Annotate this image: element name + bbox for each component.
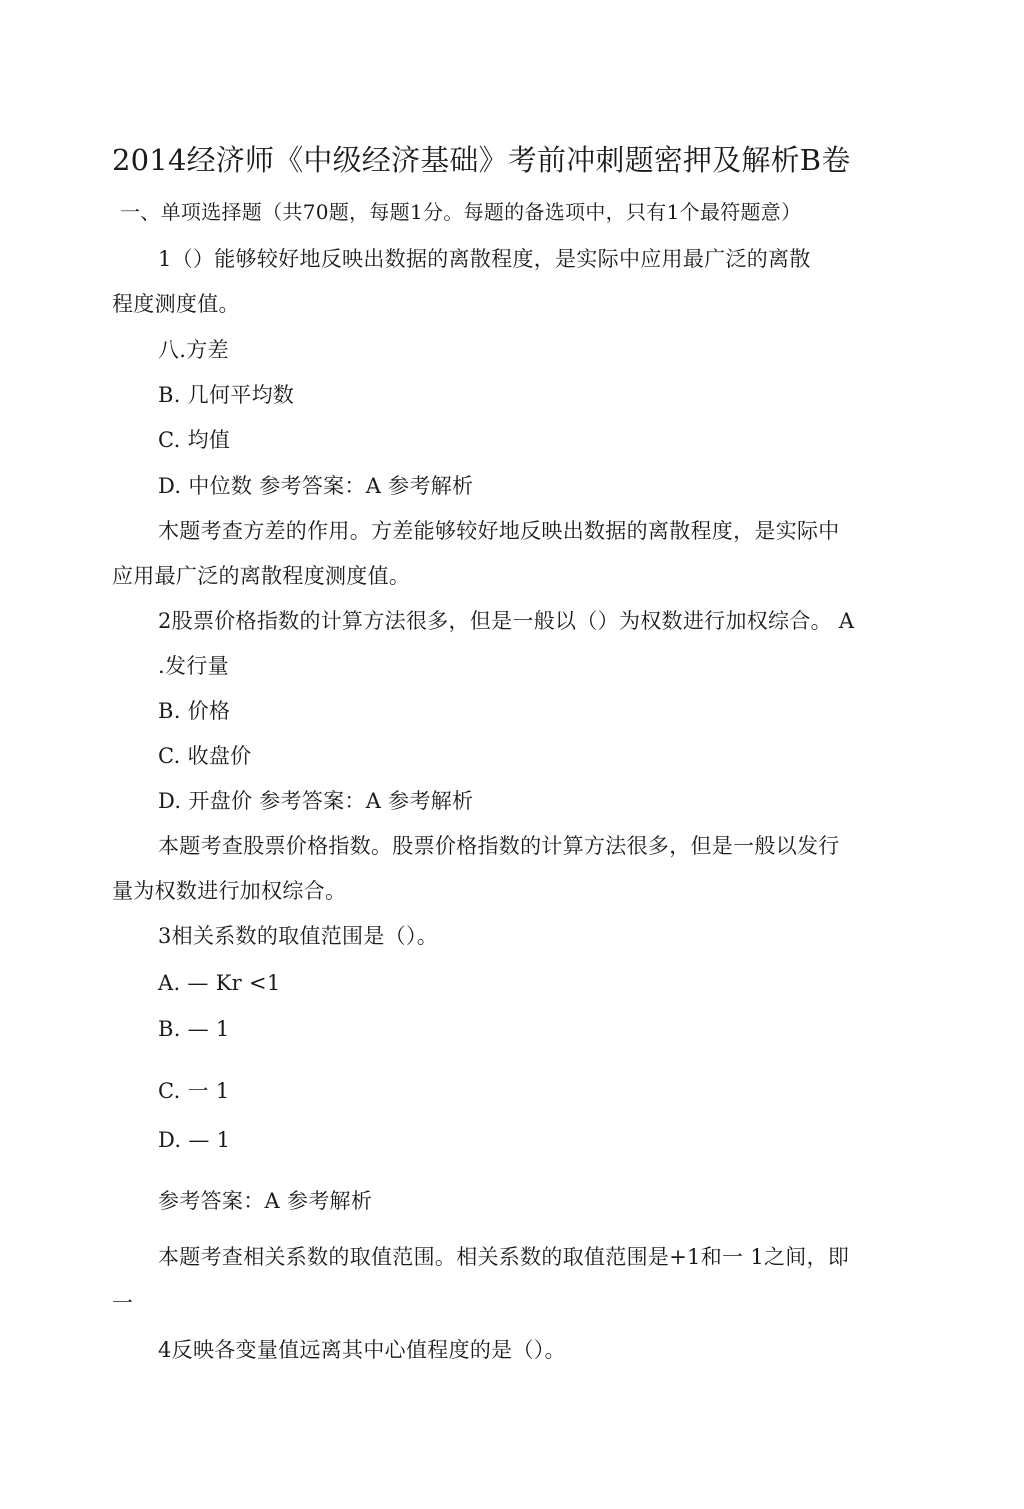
question-2-option-b: B. 价格 [158, 699, 231, 723]
question-3-option-b: B. — 1 [158, 1017, 230, 1041]
question-2-explanation-line-2: 量为权数进行加权综合。 [112, 879, 347, 903]
question-1-stem-line-2: 程度测度值。 [112, 292, 240, 316]
question-1-option-d-with-answer: D. 中位数 参考答案：A 参考解析 [158, 474, 474, 498]
question-2-explanation-line-1: 本题考查股票价格指数。股票价格指数的计算方法很多，但是一般以发行 [158, 834, 840, 858]
question-2-stem-line-2: .发行量 [158, 654, 229, 678]
question-3-stem: 3相关系数的取值范围是（）。 [158, 924, 439, 948]
question-4-stem: 4反映各变量值远离其中心值程度的是（）。 [158, 1338, 566, 1362]
question-1-option-c: C. 均值 [158, 428, 231, 452]
question-1-explanation-line-1: 木题考查方差的作用。方差能够较好地反映出数据的离散程度，是实际中 [158, 519, 840, 543]
section-heading: 一、单项选择题（共70题，每题1分。每题的备选项中，只有1个最符题意） [120, 200, 802, 224]
question-2-stem-line-1: 2股票价格指数的计算方法很多，但是一般以（）为权数进行加权综合。 A [158, 609, 855, 633]
question-3-option-a: A. — Kr <1 [158, 971, 281, 995]
question-2-option-c: C. 收盘价 [158, 744, 252, 768]
question-2-option-d-with-answer: D. 开盘价 参考答案：A 参考解析 [158, 789, 474, 813]
question-1-option-b: B. 几何平均数 [158, 383, 295, 407]
question-1-explanation-line-2: 应用最广泛的离散程度测度值。 [112, 564, 411, 588]
question-3-answer: 参考答案：A 参考解析 [158, 1189, 373, 1213]
question-3-explanation-line-1: 本题考查相关系数的取值范围。相关系数的取值范围是+1和一 1之间，即 [158, 1245, 850, 1269]
document-title: 2014经济师《中级经济基础》考前冲刺题密押及解析B卷 [112, 143, 851, 177]
question-1-option-a: 八.方差 [158, 338, 229, 362]
question-3-option-d: D. — 1 [158, 1128, 231, 1152]
question-3-explanation-line-2: 一 [112, 1291, 134, 1315]
question-1-stem-line-1: 1（）能够较好地反映出数据的离散程度，是实际中应用最广泛的离散 [158, 247, 811, 271]
question-3-option-c: C. 一 1 [158, 1079, 230, 1103]
